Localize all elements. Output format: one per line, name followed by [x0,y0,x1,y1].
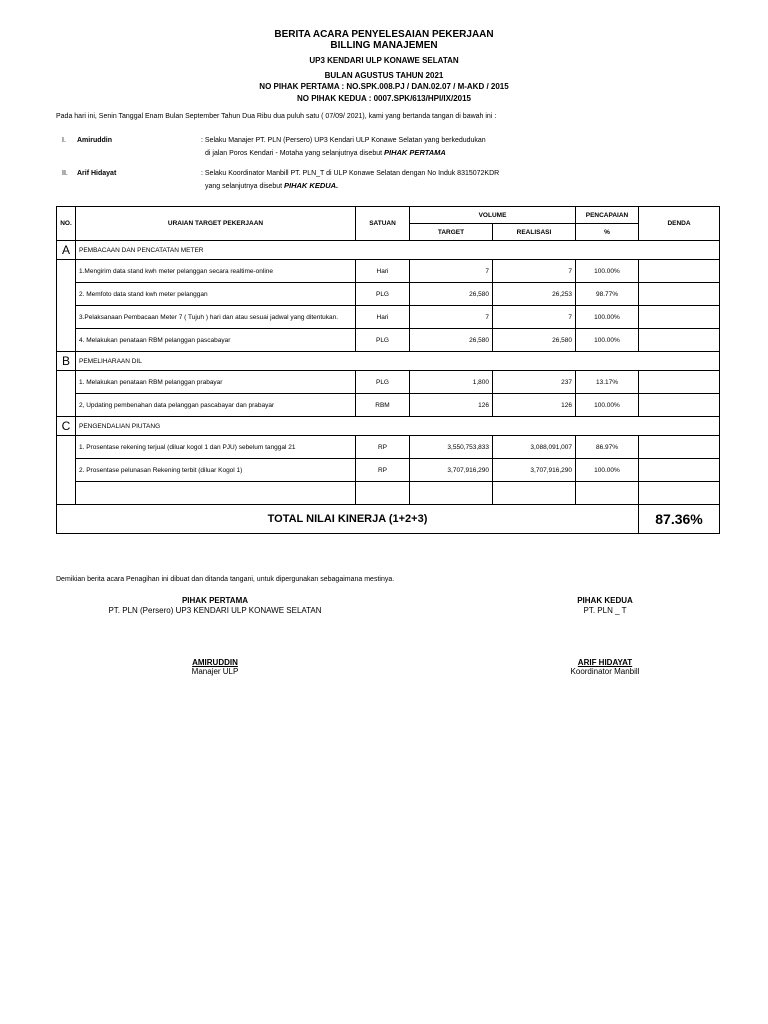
party-2-desc-line1: : Selaku Koordinator Manbill PT. PLN_T di ULP Konawe Selatan dengan No Induk 8315072KDR [201,170,500,177]
row-realisasi: 3,707,916,290 [493,459,576,482]
row-realisasi: 7 [493,306,576,329]
party-1-role: PIHAK PERTAMA [384,148,446,157]
row-target: 1,800 [410,371,493,394]
party-2-role: PIHAK KEDUA. [284,181,339,190]
party-1-desc-line2: di jalan Poros Kendari - Motaha yang selanjutnya disebut PIHAK PERTAMA [205,148,446,157]
row-target: 126 [410,394,493,417]
section-header-b [57,352,720,371]
row-satuan: PLG [356,283,410,306]
header-volume: VOLUME [410,207,576,224]
row-description: 3.Pelaksanaan Pembacaan Meter 7 ( Tujuh ) hari dan atau sesuai jadwal yang ditentukan. [76,306,356,329]
row-realisasi: 26,253 [493,283,576,306]
section-title: PENGENDALIAN PIUTANG [76,417,720,436]
row-target: 26,580 [410,329,493,352]
section-header-a [57,241,720,260]
row-target: 3,707,916,290 [410,459,493,482]
total-label: TOTAL NILAI KINERJA (1+2+3) [57,505,639,534]
header-percent: % [576,224,639,241]
row-pencapaian: 100.00% [576,306,639,329]
intro-text: Pada hari ini, Senin Tanggal Enam Bulan September Tahun Dua Ribu dua puluh satu ( 07/09/ 2021), kami yang bertanda tangan di bawah ini : [56,113,497,120]
row-pencapaian: 100.00% [576,394,639,417]
row-realisasi: 7 [493,260,576,283]
section-letter: C [57,417,76,436]
section-title: PEMBACAAN DAN PENCATATAN METER [76,241,720,260]
row-denda [639,394,720,417]
row-pencapaian: 86.97% [576,436,639,459]
header-denda: DENDA [639,207,720,241]
row-target: 7 [410,260,493,283]
row-satuan: PLG [356,329,410,352]
signature-left-position: Manajer ULP [191,667,239,676]
row-description: 1.Mengirim data stand kwh meter pelanggan secara realtime-online [76,260,356,283]
header-target: TARGET [410,224,493,241]
row-denda [639,459,720,482]
row-denda [639,436,720,459]
signature-right-position: Koordinator Manbill [570,667,640,676]
row-realisasi: 237 [493,371,576,394]
row-satuan: PLG [356,371,410,394]
signature-left-party: PIHAK PERTAMA [181,596,249,605]
row-realisasi: 26,580 [493,329,576,352]
signature-left-org: PT. PLN (Persero) UP3 KENDARI ULP KONAWE SELATAN [108,606,322,615]
row-target: 26,580 [410,283,493,306]
party-2-name: Arif Hidayat [77,170,117,177]
header-satuan: SATUAN [356,207,410,241]
table-row [57,306,720,329]
period-label: BULAN AGUSTUS TAHUN 2021 [324,71,444,80]
section-letter: B [57,352,76,371]
row-denda [639,329,720,352]
party-2-desc-line2: yang selanjutnya disebut PIHAK KEDUA. [205,181,339,190]
performance-table [56,206,720,534]
contract-number-second: NO PIHAK KEDUA : 0007.SPK/613/HPI/IX/2015 [297,94,471,103]
document-title: BERITA ACARA PENYELESAIAN PEKERJAAN [274,29,494,40]
row-realisasi: 3,088,091,007 [493,436,576,459]
signature-left [80,596,350,676]
signature-left-name: AMIRUDDIN [192,658,238,667]
total-row [57,505,720,534]
row-denda [639,371,720,394]
header-realisasi: REALISASI [493,224,576,241]
row-target: 7 [410,306,493,329]
table-row [57,260,720,283]
row-target: 3,550,753,833 [410,436,493,459]
contract-number-first: NO PIHAK PERTAMA : NO.SPK.008.PJ / DAN.02.07 / M-AKD / 2015 [259,82,509,91]
row-denda [639,283,720,306]
header-pencapaian: PENCAPAIAN [576,207,639,224]
row-description: 4. Melakukan penataan RBM pelanggan pascabayar [76,329,356,352]
unit-name: UP3 KENDARI ULP KONAWE SELATAN [309,56,459,65]
section-letter: A [57,241,76,260]
party-1-name: Amiruddin [77,137,112,144]
row-satuan: Hari [356,306,410,329]
header-uraian: URAIAN TARGET PEKERJAAN [76,207,356,241]
table-row [57,283,720,306]
row-satuan: Hari [356,260,410,283]
row-pencapaian: 100.00% [576,260,639,283]
signature-right-name: ARIF HIDAYAT [577,658,633,667]
table-row [57,459,720,482]
row-realisasi: 126 [493,394,576,417]
total-value: 87.36% [639,505,720,534]
party-1-number: I. [62,137,66,144]
section-title: PEMELIHARAAN DIL [76,352,720,371]
table-row [57,371,720,394]
signature-right-party: PIHAK KEDUA [577,596,633,605]
party-2-number: II. [62,170,68,177]
row-pencapaian: 100.00% [576,459,639,482]
party-1-desc-line1: : Selaku Manajer PT. PLN (Persero) UP3 Kendari ULP Konawe Selatan yang berkedudukan [201,137,486,144]
section-header-c [57,417,720,436]
header-no: NO. [57,207,76,241]
signature-right-org: PT. PLN _ T [583,606,627,615]
row-denda [639,306,720,329]
row-satuan: RP [356,436,410,459]
row-description: 2. Memfoto data stand kwh meter pelanggan [76,283,356,306]
table-row [57,436,720,459]
row-pencapaian: 100.00% [576,329,639,352]
row-pencapaian: 13.17% [576,371,639,394]
row-satuan: RBM [356,394,410,417]
row-pencapaian: 98.77% [576,283,639,306]
row-description: 1. Melakukan penataan RBM pelanggan prabayar [76,371,356,394]
table-row [57,394,720,417]
row-description: 2. Prosentase pelunasan Rekening terbit (diluar Kogol 1) [76,459,356,482]
row-description: 1. Prosentase rekening terjual (diluar kogol 1 dan PJU) sebelum tanggal 21 [76,436,356,459]
closing-text: Demikian berita acara Penagihan ini dibuat dan ditanda tangani, untuk dipergunakan sebagaimana mestinya. [56,576,395,583]
row-description: 2, Updating pembenahan data pelanggan pascabayar dan prabayar [76,394,356,417]
table-row [57,329,720,352]
row-denda [639,260,720,283]
signature-right [525,596,685,676]
row-satuan: RP [356,459,410,482]
table-row-empty [57,482,720,505]
document-subtitle: BILLING MANAJEMEN [330,40,438,51]
